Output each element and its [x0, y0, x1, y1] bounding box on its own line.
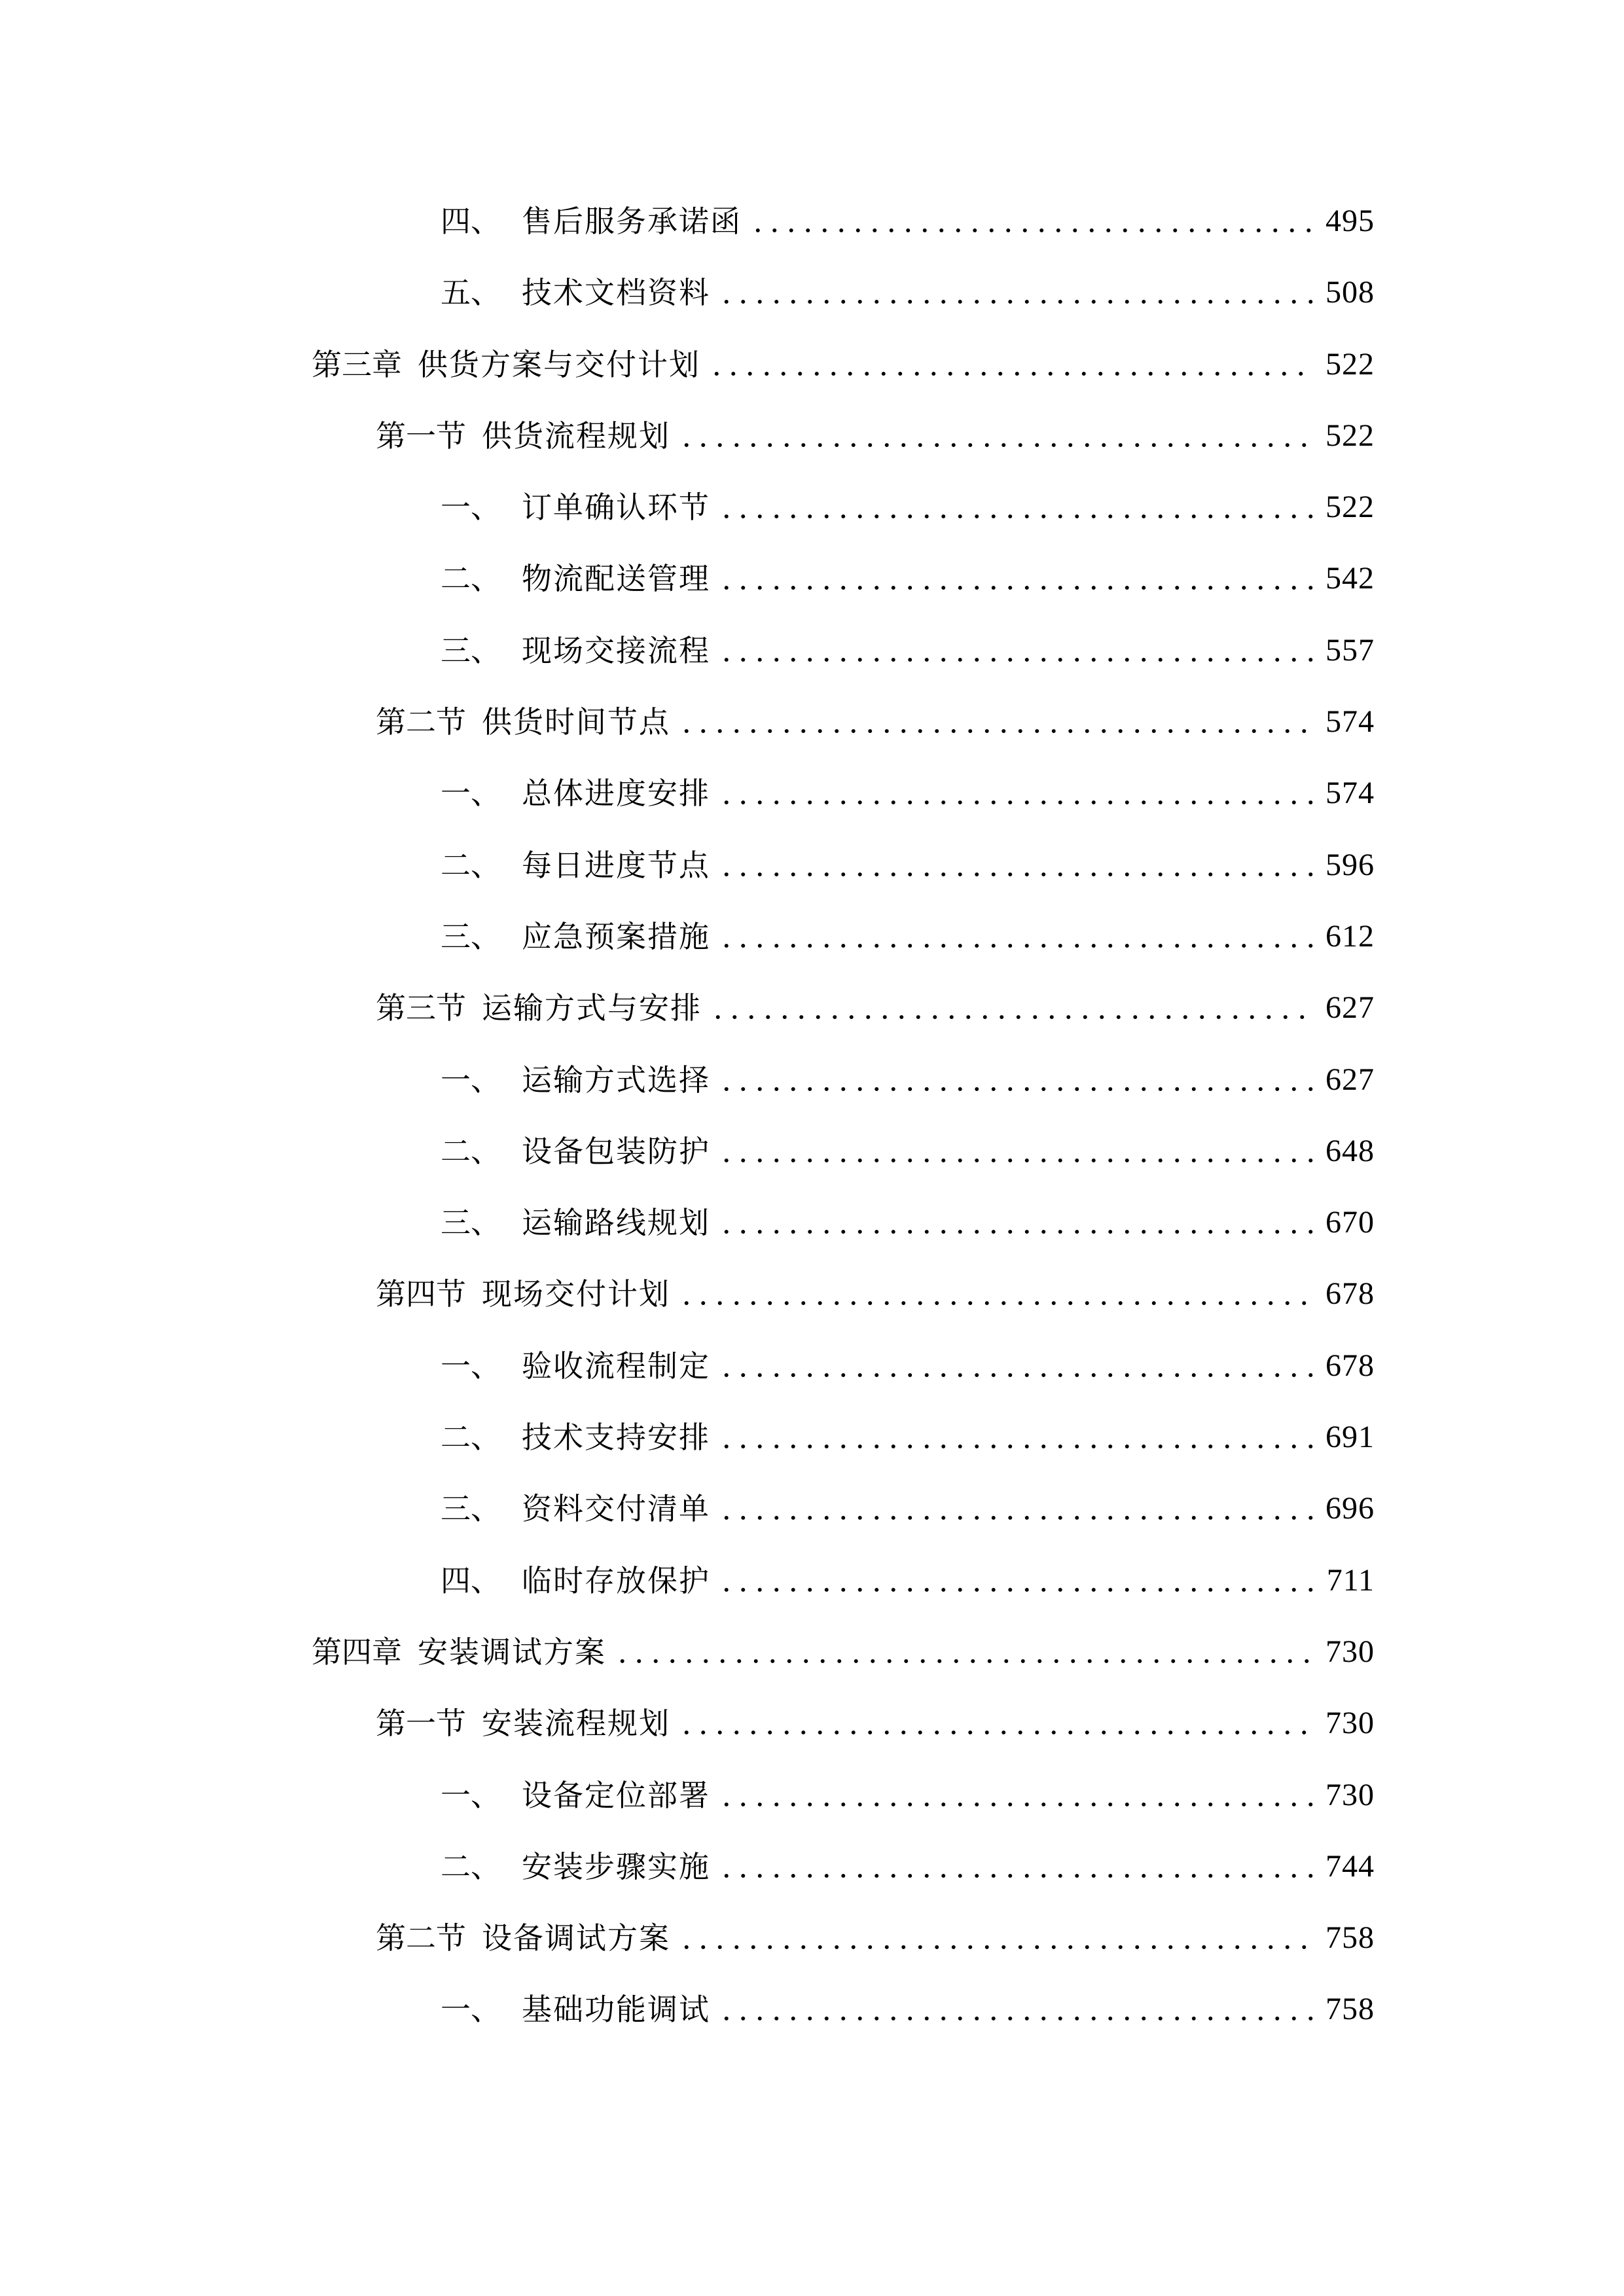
toc-entry-page: 495	[1326, 204, 1375, 238]
toc-entry-number: 二、	[441, 1420, 501, 1456]
dot-leader	[718, 512, 1314, 520]
toc-entry-title: 安装步骤实施	[522, 1848, 710, 1884]
toc-entry[interactable]	[0, 475, 1624, 546]
dot-leader	[718, 1514, 1314, 1522]
toc-chapter-entry[interactable]	[0, 332, 1624, 403]
toc-entry-page: 574	[1326, 704, 1375, 740]
toc-entry[interactable]	[0, 1047, 1624, 1119]
toc-entry-number: 四、	[441, 1562, 501, 1598]
dot-leader	[718, 1228, 1314, 1236]
toc-entry-page: 678	[1326, 1276, 1375, 1312]
toc-entry-title: 运输路线规划	[522, 1205, 710, 1241]
toc-entry-page: 691	[1326, 1420, 1375, 1455]
toc-entry-page: 678	[1326, 1348, 1375, 1383]
toc-entry-page: 711	[1326, 1562, 1375, 1598]
toc-entry-number: 第四章	[312, 1634, 402, 1670]
toc-section-entry[interactable]	[0, 403, 1624, 475]
toc-section-entry[interactable]	[0, 689, 1624, 761]
toc-entry-page: 627	[1326, 1062, 1375, 1097]
toc-entry-number: 第三章	[312, 346, 402, 382]
dot-leader	[718, 1443, 1314, 1450]
toc-entry[interactable]	[0, 1763, 1624, 1834]
toc-entry-number: 三、	[441, 1205, 501, 1241]
toc-entry-number: 二、	[441, 1133, 501, 1169]
toc-entry-page: 758	[1326, 1920, 1375, 1956]
dot-leader	[678, 441, 1314, 449]
toc-entry[interactable]	[0, 761, 1624, 832]
toc-entry-title: 应急预案措施	[522, 918, 710, 954]
toc-entry-number: 一、	[441, 1777, 501, 1813]
dot-leader	[718, 942, 1314, 950]
toc-entry-title: 供货方案与交付计划	[418, 346, 700, 382]
toc-entry-title: 技术文档资料	[522, 275, 710, 311]
toc-entry-number: 一、	[441, 1992, 501, 2028]
dot-leader	[678, 727, 1314, 735]
toc-entry-page: 557	[1326, 632, 1375, 668]
dot-leader	[708, 370, 1314, 378]
toc-entry-title: 售后服务承诺函	[522, 204, 742, 239]
dot-leader	[718, 1586, 1315, 1594]
toc-entry-page: 574	[1326, 776, 1375, 811]
toc-entry[interactable]	[0, 618, 1624, 689]
toc-entry-title: 供货时间节点	[482, 704, 670, 740]
toc-entry-number: 第一节	[376, 1706, 466, 1742]
toc-chapter-entry[interactable]	[0, 1619, 1624, 1691]
toc-entry[interactable]	[0, 833, 1624, 904]
dot-leader	[710, 1013, 1314, 1021]
toc-entry-title: 总体进度安排	[522, 776, 710, 812]
toc-entry-title: 设备包装防护	[522, 1133, 710, 1169]
toc-entry-number: 三、	[441, 1491, 501, 1527]
toc-entry-page: 670	[1326, 1205, 1375, 1240]
toc-entry-number: 第四节	[376, 1276, 466, 1312]
toc-entry-title: 设备调试方案	[482, 1920, 670, 1956]
dot-leader	[718, 1085, 1314, 1093]
toc-entry[interactable]	[0, 1333, 1624, 1405]
toc-entry[interactable]	[0, 1405, 1624, 1476]
toc-entry-title: 现场交接流程	[522, 632, 710, 668]
toc-section-entry[interactable]	[0, 1905, 1624, 1977]
toc-entry-number: 二、	[441, 1848, 501, 1884]
table-of-contents	[0, 188, 1624, 2049]
toc-entry-title: 基础功能调试	[522, 1992, 710, 2028]
dot-leader	[678, 1943, 1314, 1951]
dot-leader	[718, 1801, 1314, 1808]
dot-leader	[718, 1872, 1314, 1880]
toc-entry-page: 612	[1326, 918, 1375, 954]
dot-leader	[614, 1657, 1314, 1665]
dot-leader	[718, 1371, 1314, 1379]
toc-entry-page: 522	[1326, 490, 1375, 525]
dot-leader	[718, 584, 1314, 592]
toc-entry-title: 运输方式与安排	[482, 990, 702, 1026]
toc-entry-title: 安装流程规划	[482, 1706, 670, 1742]
toc-entry-page: 758	[1326, 1992, 1375, 2027]
toc-entry-number: 一、	[441, 1348, 501, 1384]
toc-entry[interactable]	[0, 188, 1624, 260]
toc-section-entry[interactable]	[0, 975, 1624, 1047]
toc-entry-title: 物流配送管理	[522, 561, 710, 597]
toc-entry[interactable]	[0, 904, 1624, 975]
toc-entry-number: 二、	[441, 847, 501, 883]
toc-entry-page: 744	[1326, 1848, 1375, 1884]
toc-entry-number: 五、	[441, 275, 501, 311]
toc-entry-number: 四、	[441, 204, 501, 239]
toc-entry-page: 596	[1326, 847, 1375, 882]
toc-entry-page: 730	[1326, 1706, 1375, 1741]
dot-leader	[678, 1299, 1314, 1307]
toc-entry-number: 第三节	[376, 990, 466, 1026]
toc-section-entry[interactable]	[0, 1691, 1624, 1762]
toc-entry-number: 三、	[441, 632, 501, 668]
toc-entry-title: 设备定位部署	[522, 1777, 710, 1813]
toc-entry[interactable]	[0, 1190, 1624, 1261]
toc-entry-title: 技术支持安排	[522, 1420, 710, 1456]
dot-leader	[718, 2015, 1314, 2022]
dot-leader	[718, 656, 1314, 664]
toc-entry-title: 订单确认环节	[522, 490, 710, 526]
toc-entry-number: 第二节	[376, 704, 466, 740]
toc-entry-page: 648	[1326, 1133, 1375, 1168]
toc-entry-page: 730	[1326, 1634, 1375, 1669]
toc-entry[interactable]	[0, 1834, 1624, 1905]
toc-entry-title: 供货流程规划	[482, 418, 670, 454]
toc-section-entry[interactable]	[0, 1261, 1624, 1333]
toc-entry-page: 508	[1326, 275, 1375, 310]
toc-entry[interactable]	[0, 260, 1624, 331]
toc-entry-title: 资料交付清单	[522, 1491, 710, 1527]
toc-entry-number: 一、	[441, 776, 501, 812]
toc-entry-title: 每日进度节点	[522, 847, 710, 883]
toc-entry[interactable]	[0, 546, 1624, 617]
toc-entry-page: 696	[1326, 1491, 1375, 1526]
toc-entry-number: 二、	[441, 561, 501, 597]
dot-leader	[678, 1729, 1314, 1736]
toc-entry[interactable]	[0, 1119, 1624, 1190]
dot-leader	[749, 226, 1314, 234]
toc-entry-page: 542	[1326, 561, 1375, 596]
toc-entry-title: 安装调试方案	[418, 1634, 606, 1670]
toc-entry-number: 一、	[441, 490, 501, 526]
toc-entry[interactable]	[0, 1476, 1624, 1547]
toc-entry-page: 522	[1326, 418, 1375, 453]
toc-entry-number: 三、	[441, 918, 501, 954]
toc-entry-page: 730	[1326, 1777, 1375, 1812]
toc-entry-title: 运输方式选择	[522, 1062, 710, 1098]
toc-entry-number: 一、	[441, 1062, 501, 1098]
toc-entry-title: 现场交付计划	[482, 1276, 670, 1312]
dot-leader	[718, 870, 1314, 878]
toc-entry-number: 第二节	[376, 1920, 466, 1956]
toc-entry-title: 验收流程制定	[522, 1348, 710, 1384]
toc-entry[interactable]	[0, 1977, 1624, 2048]
toc-entry-page: 627	[1326, 990, 1375, 1026]
dot-leader	[718, 798, 1314, 806]
toc-entry-number: 第一节	[376, 418, 466, 454]
toc-entry-title: 临时存放保护	[522, 1562, 710, 1598]
dot-leader	[718, 298, 1314, 306]
toc-entry-page: 522	[1326, 346, 1375, 382]
dot-leader	[718, 1157, 1314, 1164]
toc-entry[interactable]	[0, 1548, 1624, 1619]
